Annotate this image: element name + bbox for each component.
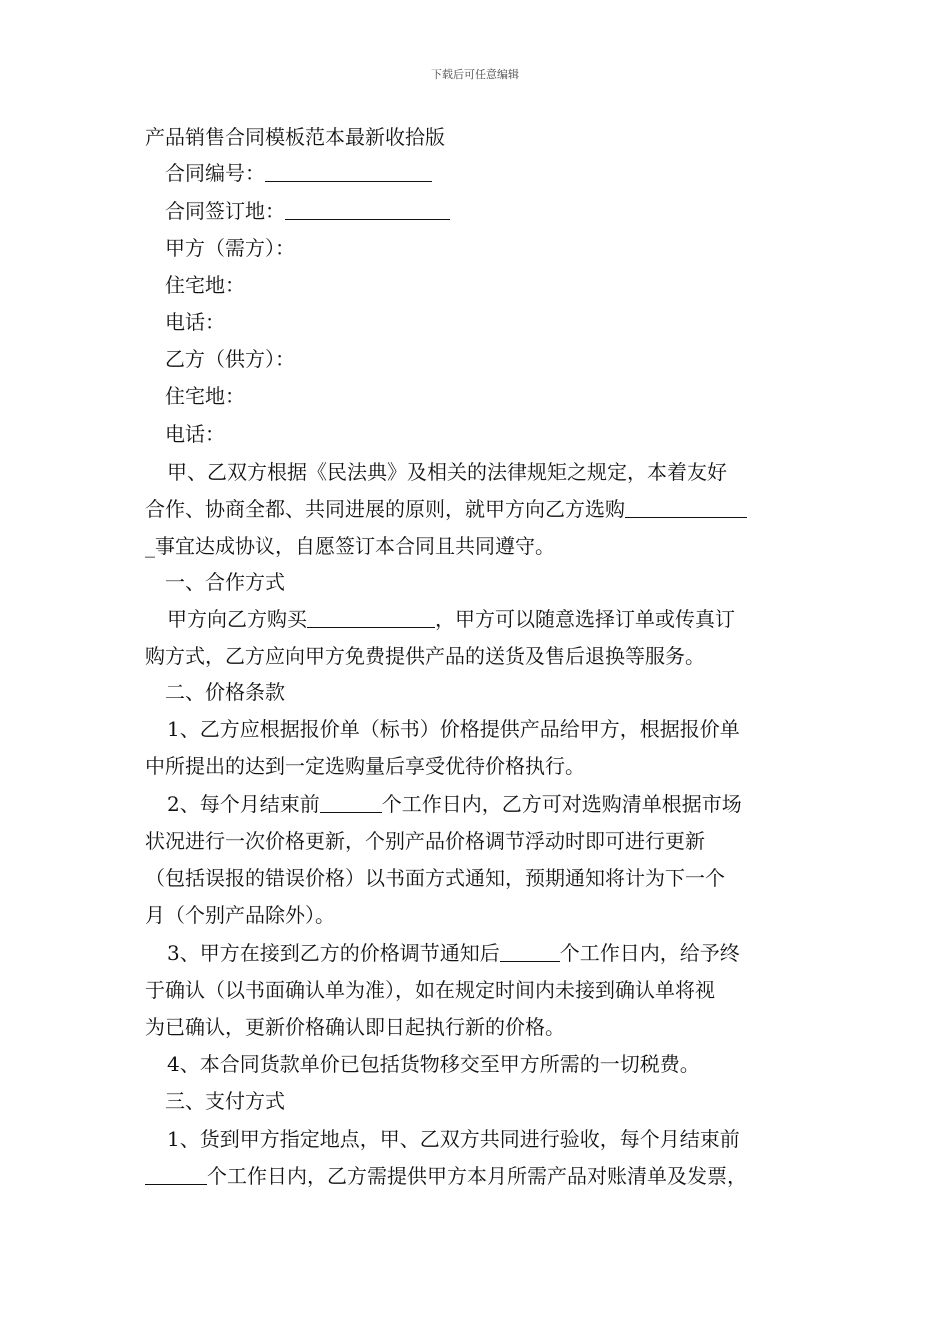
- section-2-clause-3-line-2: 于确认（以书面确认单为准），如在规定时间内未接到确认单将视: [145, 978, 715, 1002]
- section-3-clause-1-line-2: 个工作日内，乙方需提供甲方本月所需产品对账清单及发票，: [145, 1158, 825, 1195]
- section-1-heading: 一、合作方式: [165, 570, 285, 594]
- section-2-clause-2-line-4: 月（个别产品除外）。: [145, 903, 335, 927]
- sign-place-blank: [285, 197, 450, 220]
- intro-line-3: _事宜达成协议，自愿签订本合同且共同遵守。: [145, 534, 555, 558]
- party-a-address-label: 住宅地：: [165, 273, 245, 297]
- intro-line-1: 甲、乙双方根据《民法典》及相关的法律规矩之规定，本着友好: [167, 460, 727, 484]
- section-2-clause-2: [145, 786, 825, 934]
- section-2-clause-2-line-2: 状况进行一次价格更新，个别产品价格调节浮动时即可进行更新: [145, 829, 705, 853]
- section-2-clause-2-line-1: 2、每个月结束前 个工作日内，乙方可对选购清单根据市场: [167, 792, 742, 816]
- section-3-heading: 三、支付方式: [165, 1089, 285, 1113]
- intro-line-2: 合作、协商全都、共同进展的原则，就甲方向乙方选购: [145, 491, 825, 528]
- section-2-clause-4: [145, 1046, 825, 1083]
- section-2-clause-1-line-1: 1、乙方应根据报价单（标书）价格提供产品给甲方，根据报价单: [167, 717, 740, 741]
- purchase-blank: [307, 605, 435, 628]
- section-3-clause-1: [145, 1121, 825, 1195]
- section-1-paragraph: [145, 601, 825, 675]
- party-b-phone-label: 电话：: [165, 422, 225, 446]
- page-header: 下载后可任意编辑: [431, 68, 519, 81]
- workdays-blank: [320, 790, 382, 813]
- sign-place-label: 合同签订地：: [165, 199, 285, 223]
- contract-number-field: [165, 157, 432, 189]
- intro-paragraph: [145, 454, 825, 565]
- section-1-line-1: 甲方向乙方购买 ，甲方可以随意选择订单或传真订: [167, 607, 735, 631]
- purchase-item-blank: [625, 495, 747, 518]
- confirm-days-blank: [500, 939, 560, 962]
- section-2-clause-2-line-3: （包括误报的错误价格）以书面方式通知，预期通知将计为下一个: [145, 866, 725, 890]
- statement-days-blank: [145, 1162, 207, 1185]
- party-a-phone-label: 电话：: [165, 310, 225, 334]
- party-b-address-label: 住宅地：: [165, 384, 245, 408]
- party-a-label: 甲方（需方）：: [165, 236, 295, 260]
- contract-number-blank: [265, 159, 432, 182]
- section-2-clause-1-line-2: 中所提出的达到一定选购量后享受优待价格执行。: [145, 754, 585, 778]
- section-2-clause-3-line-1: 3、甲方在接到乙方的价格调节通知后 个工作日内，给予终: [167, 941, 740, 965]
- contract-number-label: 合同编号：: [165, 161, 265, 185]
- document-title: 产品销售合同模板范本最新收拾版: [145, 125, 445, 149]
- section-3-clause-1-line-1: 1、货到甲方指定地点，甲、乙双方共同进行验收，每个月结束前: [167, 1127, 740, 1151]
- section-2-clause-3-line-3: 为已确认，更新价格确认即日起执行新的价格。: [145, 1015, 565, 1039]
- section-2-clause-3: [145, 935, 825, 1046]
- party-b-label: 乙方（供方）：: [165, 347, 295, 371]
- section-2-clause-4-line-1: 4、本合同货款单价已包括货物移交至甲方所需的一切税费。: [167, 1052, 700, 1076]
- section-2-heading: 二、价格条款: [165, 680, 285, 704]
- section-1-line-2: 购方式，乙方应向甲方免费提供产品的送货及售后退换等服务。: [145, 644, 705, 668]
- sign-place-field: [165, 195, 450, 227]
- section-2-clause-1: [145, 711, 825, 785]
